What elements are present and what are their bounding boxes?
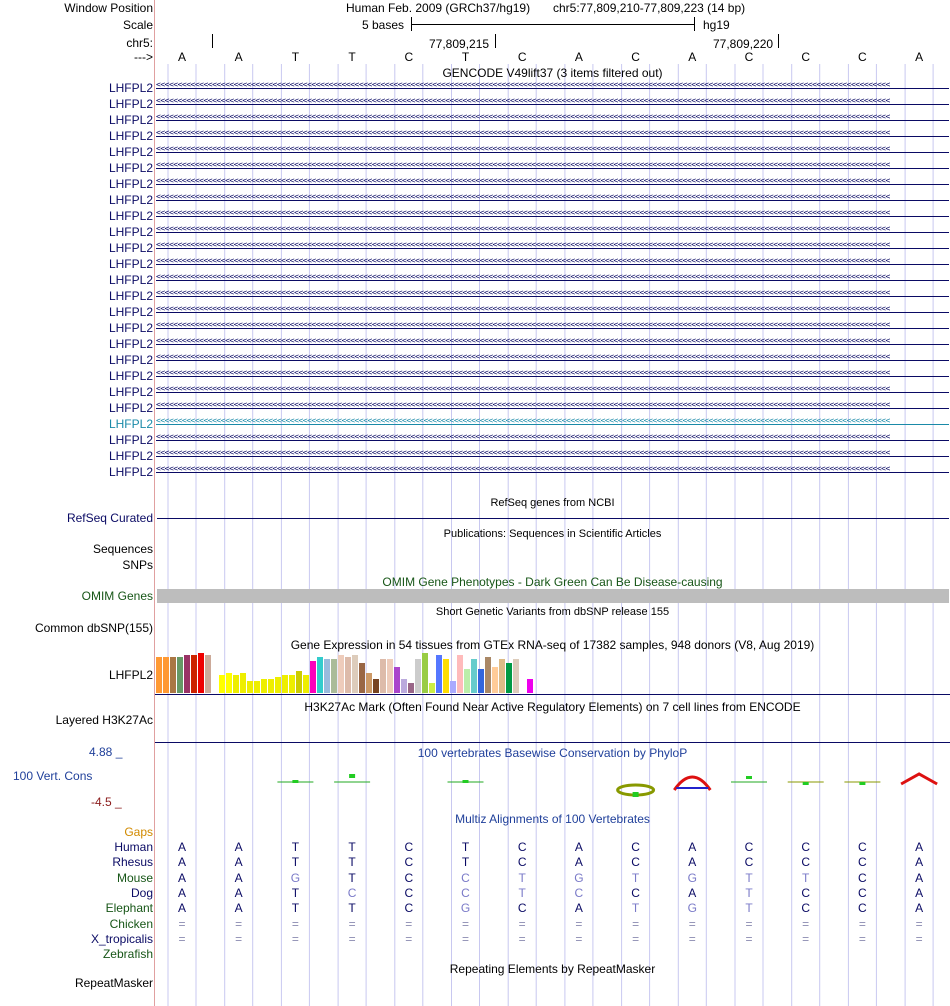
aligned-base: = [178, 931, 186, 946]
strand-arrow-label: ---> [134, 50, 153, 64]
sequence-base: C [858, 50, 867, 64]
gtex-tissue-bar[interactable] [310, 661, 316, 693]
gtex-tissue-bar[interactable] [387, 659, 393, 693]
sequence-base: A [234, 50, 243, 64]
gtex-tissue-bar[interactable] [331, 659, 337, 693]
aligned-base: G [687, 870, 697, 885]
aligned-base: = [575, 931, 583, 946]
aligned-base: A [574, 855, 583, 870]
sequence-base: A [915, 50, 924, 64]
gencode-gene-feature[interactable]: <<<<<<<<<<<<<<<<<<<<<<<<<<<<<<<<<<<<<<<<<<<<<<<<<<<<<<<<<<<<<<<<<<<<<<<<<<<<<<<<<<<<<<<<<<<<<<<<<<<<<<<<<<<<<<<<<<<<<<<<<<<<<<<<<<<<<<<<<<<<<<<<<<<<<<<<<<<<<<<<<<<<<<<<<< [156, 226, 949, 238]
cons-max-label: 4.88 _ [89, 745, 123, 759]
aligned-base: A [177, 855, 186, 870]
sequence-base: C [517, 50, 527, 64]
aligned-base: = [518, 931, 526, 946]
phylop-bar [292, 780, 298, 783]
aligned-base: = [858, 916, 866, 931]
aligned-base: G [460, 901, 471, 916]
aligned-base: T [348, 855, 356, 870]
gtex-tissue-bar[interactable] [254, 681, 260, 693]
phylop-signal[interactable] [156, 760, 950, 800]
aligned-base: T [461, 855, 470, 870]
rmsk-track-title[interactable]: Repeating Elements by RepeatMasker [449, 962, 656, 976]
sequences-label[interactable]: Sequences [92, 542, 153, 556]
sequence-base: C [631, 50, 640, 64]
gtex-tissue-bar[interactable] [233, 675, 239, 693]
phylop-bar [746, 776, 752, 779]
multiz-track-title[interactable]: Multiz Alignments of 100 Vertebrates [455, 812, 650, 826]
gtex-tissue-bar[interactable] [380, 659, 386, 693]
gencode-gene-feature[interactable]: <<<<<<<<<<<<<<<<<<<<<<<<<<<<<<<<<<<<<<<<<<<<<<<<<<<<<<<<<<<<<<<<<<<<<<<<<<<<<<<<<<<<<<<<<<<<<<<<<<<<<<<<<<<<<<<<<<<<<<<<<<<<<<<<<<<<<<<<<<<<<<<<<<<<<<<<<<<<<<<<<<<<<<<<<< [156, 450, 949, 462]
gtex-tissue-bar[interactable] [177, 657, 183, 693]
aligned-base: C [858, 901, 867, 916]
refseq-track-title[interactable]: RefSeq genes from NCBI [490, 497, 615, 509]
aligned-base: T [631, 870, 640, 885]
aligned-base: A [688, 855, 697, 870]
gtex-tissue-bar[interactable] [464, 669, 470, 693]
gencode-gene-label[interactable]: LHFPL2 [108, 145, 153, 159]
scale-bar-right-tick [694, 17, 695, 31]
scale-text: 5 bases [362, 18, 405, 32]
gencode-gene-label[interactable]: LHFPL2 [108, 161, 153, 175]
gencode-gene-feature[interactable]: <<<<<<<<<<<<<<<<<<<<<<<<<<<<<<<<<<<<<<<<<<<<<<<<<<<<<<<<<<<<<<<<<<<<<<<<<<<<<<<<<<<<<<<<<<<<<<<<<<<<<<<<<<<<<<<<<<<<<<<<<<<<<<<<<<<<<<<<<<<<<<<<<<<<<<<<<<<<<<<<<<<<<<<<<< [156, 354, 949, 366]
aligned-base: A [177, 870, 186, 885]
species-label[interactable]: Human [114, 840, 153, 854]
phylop-track-title[interactable]: 100 vertebrates Basewise Conservation by PhyloP [417, 746, 688, 760]
omim-gene-bar[interactable] [157, 589, 949, 603]
gencode-gene-feature[interactable]: <<<<<<<<<<<<<<<<<<<<<<<<<<<<<<<<<<<<<<<<<<<<<<<<<<<<<<<<<<<<<<<<<<<<<<<<<<<<<<<<<<<<<<<<<<<<<<<<<<<<<<<<<<<<<<<<<<<<<<<<<<<<<<<<<<<<<<<<<<<<<<<<<<<<<<<<<<<<<<<<<<<<<<<<<< [156, 82, 949, 94]
gtex-tissue-bar[interactable] [450, 681, 456, 693]
gtex-tissue-bar[interactable] [163, 657, 169, 693]
aligned-base: T [291, 901, 300, 916]
gtex-tissue-bar[interactable] [506, 663, 512, 693]
aligned-base: C [461, 885, 470, 900]
gtex-tissue-bar[interactable] [338, 655, 344, 693]
h3k27ac-label[interactable]: Layered H3K27Ac [55, 713, 153, 727]
gencode-gene-feature[interactable]: <<<<<<<<<<<<<<<<<<<<<<<<<<<<<<<<<<<<<<<<<<<<<<<<<<<<<<<<<<<<<<<<<<<<<<<<<<<<<<<<<<<<<<<<<<<<<<<<<<<<<<<<<<<<<<<<<<<<<<<<<<<<<<<<<<<<<<<<<<<<<<<<<<<<<<<<<<<<<<<<<<<<<<<<<< [156, 466, 949, 478]
aligned-base: C [517, 840, 527, 854]
aligned-base: A [234, 855, 243, 870]
gtex-tissue-bar[interactable] [359, 663, 365, 693]
sequence-base: T [291, 50, 300, 64]
aligned-base: = [348, 931, 356, 946]
gencode-gene-label[interactable]: LHFPL2 [108, 113, 153, 127]
aligned-base: C [631, 885, 640, 900]
ruler-coord-1: 77,809,215 [429, 37, 490, 51]
aligned-base: T [518, 870, 526, 885]
gencode-gene-label[interactable]: LHFPL2 [108, 225, 153, 239]
aligned-base: A [177, 901, 186, 916]
scale-bar-left-tick [411, 17, 412, 31]
gencode-gene-feature[interactable]: <<<<<<<<<<<<<<<<<<<<<<<<<<<<<<<<<<<<<<<<<<<<<<<<<<<<<<<<<<<<<<<<<<<<<<<<<<<<<<<<<<<<<<<<<<<<<<<<<<<<<<<<<<<<<<<<<<<<<<<<<<<<<<<<<<<<<<<<<<<<<<<<<<<<<<<<<<<<<<<<<<<<<<<<<< [156, 386, 949, 398]
gencode-gene-label[interactable]: LHFPL2 [108, 81, 153, 95]
aligned-base: C [858, 870, 867, 885]
aligned-base: C [631, 840, 640, 854]
aligned-base: A [915, 901, 924, 916]
aligned-base: A [574, 840, 583, 854]
aligned-base: C [404, 885, 414, 900]
aligned-base: A [234, 870, 243, 885]
gencode-gene-feature[interactable]: <<<<<<<<<<<<<<<<<<<<<<<<<<<<<<<<<<<<<<<<<<<<<<<<<<<<<<<<<<<<<<<<<<<<<<<<<<<<<<<<<<<<<<<<<<<<<<<<<<<<<<<<<<<<<<<<<<<<<<<<<<<<<<<<<<<<<<<<<<<<<<<<<<<<<<<<<<<<<<<<<<<<<<<<<< [156, 146, 949, 158]
aligned-base: C [801, 885, 811, 900]
gtex-tissue-bar[interactable] [240, 673, 246, 693]
gencode-gene-feature[interactable]: <<<<<<<<<<<<<<<<<<<<<<<<<<<<<<<<<<<<<<<<<<<<<<<<<<<<<<<<<<<<<<<<<<<<<<<<<<<<<<<<<<<<<<<<<<<<<<<<<<<<<<<<<<<<<<<<<<<<<<<<<<<<<<<<<<<<<<<<<<<<<<<<<<<<<<<<<<<<<<<<<<<<<<<<<< [156, 274, 949, 286]
aligned-base: C [404, 901, 414, 916]
sequence-base: A [574, 50, 583, 64]
gencode-gene-label[interactable]: LHFPL2 [108, 193, 153, 207]
gtex-tissue-bar[interactable] [303, 675, 309, 693]
assembly-name: Human Feb. 2009 (GRCh37/hg19) [346, 1, 531, 15]
aligned-base: = [632, 916, 640, 931]
aligned-base: = [461, 931, 469, 946]
aligned-base: = [915, 916, 923, 931]
aligned-base: A [915, 840, 924, 854]
gencode-gene-feature[interactable]: <<<<<<<<<<<<<<<<<<<<<<<<<<<<<<<<<<<<<<<<<<<<<<<<<<<<<<<<<<<<<<<<<<<<<<<<<<<<<<<<<<<<<<<<<<<<<<<<<<<<<<<<<<<<<<<<<<<<<<<<<<<<<<<<<<<<<<<<<<<<<<<<<<<<<<<<<<<<<<<<<<<<<<<<<< [156, 290, 949, 302]
gtex-tissue-bar[interactable] [212, 692, 218, 693]
aligned-base: = [688, 931, 696, 946]
species-label[interactable]: Zebrafish [102, 947, 153, 962]
species-label[interactable]: Dog [130, 885, 153, 900]
gencode-gene-label[interactable]: LHFPL2 [108, 449, 153, 463]
gtex-tissue-bar[interactable] [401, 679, 407, 693]
gencode-gene-label[interactable]: LHFPL2 [108, 305, 153, 319]
gencode-gene-feature[interactable]: <<<<<<<<<<<<<<<<<<<<<<<<<<<<<<<<<<<<<<<<<<<<<<<<<<<<<<<<<<<<<<<<<<<<<<<<<<<<<<<<<<<<<<<<<<<<<<<<<<<<<<<<<<<<<<<<<<<<<<<<<<<<<<<<<<<<<<<<<<<<<<<<<<<<<<<<<<<<<<<<<<<<<<<<<< [156, 162, 949, 174]
aligned-base: = [802, 916, 810, 931]
gtex-tissue-bar[interactable] [282, 675, 288, 693]
aligned-base: A [234, 885, 243, 900]
aligned-base: G [290, 870, 301, 885]
ruler-tick-2 [778, 34, 779, 48]
species-label[interactable]: Elephant [105, 901, 153, 916]
phylop-bar [859, 782, 865, 785]
gencode-gene-label[interactable]: LHFPL2 [108, 241, 153, 255]
sequence-base: C [404, 50, 414, 64]
aligned-base: = [518, 916, 526, 931]
gencode-gene-label[interactable]: LHFPL2 [108, 369, 153, 383]
cons-label[interactable]: 100 Vert. Cons [13, 769, 93, 783]
sequence-base: A [688, 50, 697, 64]
gencode-gene-label[interactable]: LHFPL2 [108, 273, 153, 287]
dbsnp-track-title[interactable]: Short Genetic Variants from dbSNP release 155 [435, 606, 670, 618]
gtex-tissue-bar[interactable] [296, 671, 302, 693]
aligned-base: C [461, 870, 470, 885]
aligned-base: T [802, 870, 810, 885]
gencode-gene-label[interactable]: LHFPL2 [108, 417, 153, 431]
gtex-tissue-bar[interactable] [261, 679, 267, 693]
gencode-gene-feature[interactable]: <<<<<<<<<<<<<<<<<<<<<<<<<<<<<<<<<<<<<<<<<<<<<<<<<<<<<<<<<<<<<<<<<<<<<<<<<<<<<<<<<<<<<<<<<<<<<<<<<<<<<<<<<<<<<<<<<<<<<<<<<<<<<<<<<<<<<<<<<<<<<<<<<<<<<<<<<<<<<<<<<<<<<<<<<< [156, 370, 949, 382]
gtex-tissue-bar[interactable] [226, 673, 232, 693]
gtex-expression-bars[interactable] [156, 653, 536, 693]
db-name: hg19 [703, 18, 730, 32]
gtex-tissue-bar[interactable] [317, 657, 323, 693]
gtex-tissue-bar[interactable] [471, 659, 477, 693]
gtex-tissue-bar[interactable] [520, 692, 526, 693]
aligned-base: = [858, 931, 866, 946]
aligned-base: = [235, 916, 243, 931]
gtex-tissue-bar[interactable] [324, 659, 330, 693]
aligned-base: T [745, 901, 753, 916]
aligned-base: = [745, 916, 753, 931]
gencode-gene-feature[interactable]: <<<<<<<<<<<<<<<<<<<<<<<<<<<<<<<<<<<<<<<<<<<<<<<<<<<<<<<<<<<<<<<<<<<<<<<<<<<<<<<<<<<<<<<<<<<<<<<<<<<<<<<<<<<<<<<<<<<<<<<<<<<<<<<<<<<<<<<<<<<<<<<<<<<<<<<<<<<<<<<<<<<<<<<<<< [156, 114, 949, 126]
aligned-base: A [915, 885, 924, 900]
gencode-gene-label[interactable]: LHFPL2 [108, 337, 153, 351]
aligned-base: = [348, 916, 356, 931]
aligned-base: T [348, 901, 356, 916]
aligned-base: = [688, 916, 696, 931]
species-label[interactable]: Mouse [116, 870, 153, 885]
aligned-base: = [291, 916, 299, 931]
gencode-gene-label[interactable]: LHFPL2 [108, 321, 153, 335]
gtex-tissue-bar[interactable] [170, 657, 176, 693]
gtex-tissue-bar[interactable] [429, 683, 435, 693]
gencode-gene-feature[interactable]: <<<<<<<<<<<<<<<<<<<<<<<<<<<<<<<<<<<<<<<<<<<<<<<<<<<<<<<<<<<<<<<<<<<<<<<<<<<<<<<<<<<<<<<<<<<<<<<<<<<<<<<<<<<<<<<<<<<<<<<<<<<<<<<<<<<<<<<<<<<<<<<<<<<<<<<<<<<<<<<<<<<<<<<<<< [156, 242, 949, 254]
gtex-tissue-bar[interactable] [527, 679, 533, 693]
aligned-base: A [915, 855, 924, 870]
aligned-base: C [744, 855, 754, 870]
omim-track-title[interactable]: OMIM Gene Phenotypes - Dark Green Can Be Disease-causing [382, 575, 723, 589]
sequence-base: C [744, 50, 754, 64]
gencode-gene-feature[interactable]: <<<<<<<<<<<<<<<<<<<<<<<<<<<<<<<<<<<<<<<<<<<<<<<<<<<<<<<<<<<<<<<<<<<<<<<<<<<<<<<<<<<<<<<<<<<<<<<<<<<<<<<<<<<<<<<<<<<<<<<<<<<<<<<<<<<<<<<<<<<<<<<<<<<<<<<<<<<<<<<<<<<<<<<<<< [156, 178, 949, 190]
aligned-base: = [178, 916, 186, 931]
aligned-base: C [404, 840, 414, 854]
aligned-base: C [631, 855, 640, 870]
aligned-base: T [291, 855, 300, 870]
aligned-base: = [235, 931, 243, 946]
aligned-base: A [177, 840, 186, 854]
species-label[interactable]: Chicken [109, 916, 153, 931]
gtex-tissue-bar[interactable] [415, 659, 421, 693]
phylop-glyph [901, 774, 937, 784]
cons-min-label: -4.5 _ [91, 795, 122, 809]
gencode-gene-feature[interactable]: <<<<<<<<<<<<<<<<<<<<<<<<<<<<<<<<<<<<<<<<<<<<<<<<<<<<<<<<<<<<<<<<<<<<<<<<<<<<<<<<<<<<<<<<<<<<<<<<<<<<<<<<<<<<<<<<<<<<<<<<<<<<<<<<<<<<<<<<<<<<<<<<<<<<<<<<<<<<<<<<<<<<<<<<<< [156, 258, 949, 270]
sequence-base: T [348, 50, 356, 64]
aligned-base: A [234, 840, 243, 854]
chr-label: chr5: [126, 36, 153, 50]
aligned-base: C [347, 885, 357, 900]
gtex-tissue-bar[interactable] [275, 677, 281, 693]
aligned-base: C [517, 855, 527, 870]
gencode-gene-feature[interactable]: <<<<<<<<<<<<<<<<<<<<<<<<<<<<<<<<<<<<<<<<<<<<<<<<<<<<<<<<<<<<<<<<<<<<<<<<<<<<<<<<<<<<<<<<<<<<<<<<<<<<<<<<<<<<<<<<<<<<<<<<<<<<<<<<<<<<<<<<<<<<<<<<<<<<<<<<<<<<<<<<<<<<<<<<<< [156, 98, 949, 110]
gencode-gene-feature[interactable]: <<<<<<<<<<<<<<<<<<<<<<<<<<<<<<<<<<<<<<<<<<<<<<<<<<<<<<<<<<<<<<<<<<<<<<<<<<<<<<<<<<<<<<<<<<<<<<<<<<<<<<<<<<<<<<<<<<<<<<<<<<<<<<<<<<<<<<<<<<<<<<<<<<<<<<<<<<<<<<<<<<<<<<<<<< [156, 402, 949, 414]
gtex-tissue-bar[interactable] [247, 681, 253, 693]
gencode-track-title[interactable]: GENCODE V49lift37 (3 items filtered out) [442, 66, 663, 80]
aligned-base: = [291, 931, 299, 946]
gtex-tissue-bar[interactable] [366, 673, 372, 693]
gtex-tissue-bar[interactable] [289, 675, 295, 693]
aligned-base: = [461, 916, 469, 931]
window-position-value: chr5:77,809,210-77,809,223 (14 bp) [553, 1, 746, 15]
aligned-base: A [177, 885, 186, 900]
aligned-base: = [575, 916, 583, 931]
gencode-gene-label[interactable]: LHFPL2 [108, 385, 153, 399]
aligned-base: A [688, 840, 697, 854]
sequence-base: C [801, 50, 811, 64]
refseq-label[interactable]: RefSeq Curated [66, 511, 153, 525]
aligned-base: = [405, 931, 413, 946]
gtex-tissue-bar[interactable] [457, 655, 463, 693]
dbsnp-label[interactable]: Common dbSNP(155) [34, 621, 153, 635]
gtex-tissue-bar[interactable] [268, 679, 274, 693]
aligned-base: A [688, 885, 697, 900]
aligned-base: C [574, 885, 584, 900]
gtex-gene-label[interactable]: LHFPL2 [108, 668, 153, 682]
aligned-base: T [348, 870, 356, 885]
gtex-tissue-bar[interactable] [436, 655, 442, 693]
gtex-tissue-bar[interactable] [373, 679, 379, 693]
rmsk-label[interactable]: RepeatMasker [74, 976, 153, 990]
species-label[interactable]: X_tropicalis [90, 931, 153, 946]
aligned-base: C [801, 855, 811, 870]
gtex-tissue-bar[interactable] [219, 675, 225, 693]
aligned-base: C [404, 870, 414, 885]
aligned-base: C [858, 855, 867, 870]
aligned-base: T [291, 840, 300, 854]
omim-label[interactable]: OMIM Genes [81, 589, 153, 603]
sequence-base: T [461, 50, 470, 64]
aligned-base: A [234, 901, 243, 916]
gencode-gene-feature[interactable]: <<<<<<<<<<<<<<<<<<<<<<<<<<<<<<<<<<<<<<<<<<<<<<<<<<<<<<<<<<<<<<<<<<<<<<<<<<<<<<<<<<<<<<<<<<<<<<<<<<<<<<<<<<<<<<<<<<<<<<<<<<<<<<<<<<<<<<<<<<<<<<<<<<<<<<<<<<<<<<<<<<<<<<<<<< [156, 210, 949, 222]
gencode-gene-label[interactable]: LHFPL2 [108, 209, 153, 223]
scale-bar [411, 24, 695, 25]
aligned-base: T [291, 885, 300, 900]
phylop-glyph [633, 792, 639, 797]
aligned-base: = [802, 931, 810, 946]
aligned-base: = [745, 931, 753, 946]
aligned-base: C [744, 840, 754, 854]
gencode-gene-label[interactable]: LHFPL2 [108, 97, 153, 111]
aligned-base: = [915, 931, 923, 946]
gaps-label[interactable]: Gaps [124, 825, 153, 839]
aligned-base: T [631, 901, 640, 916]
aligned-base: G [687, 901, 697, 916]
gtex-tissue-bar[interactable] [345, 657, 351, 693]
gtex-tissue-bar[interactable] [443, 659, 449, 693]
ruler-coord-2: 77,809,220 [713, 37, 774, 51]
gencode-gene-feature[interactable]: <<<<<<<<<<<<<<<<<<<<<<<<<<<<<<<<<<<<<<<<<<<<<<<<<<<<<<<<<<<<<<<<<<<<<<<<<<<<<<<<<<<<<<<<<<<<<<<<<<<<<<<<<<<<<<<<<<<<<<<<<<<<<<<<<<<<<<<<<<<<<<<<<<<<<<<<<<<<<<<<<<<<<<<<<< [156, 194, 949, 206]
aligned-base: C [404, 855, 414, 870]
gtex-tissue-bar[interactable] [156, 657, 162, 693]
h3k27ac-track-title[interactable]: H3K27Ac Mark (Often Found Near Active Regulatory Elements) on 7 cell lines from ENCODE [304, 700, 801, 714]
aligned-base: C [517, 901, 527, 916]
gencode-gene-feature[interactable]: <<<<<<<<<<<<<<<<<<<<<<<<<<<<<<<<<<<<<<<<<<<<<<<<<<<<<<<<<<<<<<<<<<<<<<<<<<<<<<<<<<<<<<<<<<<<<<<<<<<<<<<<<<<<<<<<<<<<<<<<<<<<<<<<<<<<<<<<<<<<<<<<<<<<<<<<<<<<<<<<<<<<<<<<<< [156, 322, 949, 334]
gtex-tissue-bar[interactable] [485, 657, 491, 693]
gencode-gene-feature[interactable]: <<<<<<<<<<<<<<<<<<<<<<<<<<<<<<<<<<<<<<<<<<<<<<<<<<<<<<<<<<<<<<<<<<<<<<<<<<<<<<<<<<<<<<<<<<<<<<<<<<<<<<<<<<<<<<<<<<<<<<<<<<<<<<<<<<<<<<<<<<<<<<<<<<<<<<<<<<<<<<<<<<<<<<<<<< [156, 418, 949, 430]
aligned-base: A [915, 870, 924, 885]
gtex-tissue-bar[interactable] [394, 667, 400, 693]
gtex-tissue-bar[interactable] [422, 653, 428, 693]
phylop-bar [349, 774, 355, 778]
gencode-gene-feature[interactable]: <<<<<<<<<<<<<<<<<<<<<<<<<<<<<<<<<<<<<<<<<<<<<<<<<<<<<<<<<<<<<<<<<<<<<<<<<<<<<<<<<<<<<<<<<<<<<<<<<<<<<<<<<<<<<<<<<<<<<<<<<<<<<<<<<<<<<<<<<<<<<<<<<<<<<<<<<<<<<<<<<<<<<<<<<< [156, 434, 949, 446]
gtex-tissue-bar[interactable] [198, 653, 204, 693]
gtex-tissue-bar[interactable] [205, 655, 211, 693]
aligned-base: T [348, 840, 356, 854]
scale-label: Scale [122, 18, 153, 32]
gencode-gene-label[interactable]: LHFPL2 [108, 257, 153, 271]
gencode-gene-feature[interactable]: <<<<<<<<<<<<<<<<<<<<<<<<<<<<<<<<<<<<<<<<<<<<<<<<<<<<<<<<<<<<<<<<<<<<<<<<<<<<<<<<<<<<<<<<<<<<<<<<<<<<<<<<<<<<<<<<<<<<<<<<<<<<<<<<<<<<<<<<<<<<<<<<<<<<<<<<<<<<<<<<<<<<<<<<<< [156, 130, 949, 142]
gtex-track-baseline [155, 694, 950, 695]
gtex-tissue-bar[interactable] [408, 683, 414, 693]
gtex-tissue-bar[interactable] [184, 655, 190, 693]
gtex-tissue-bar[interactable] [191, 655, 197, 693]
gencode-gene-label[interactable]: LHFPL2 [108, 433, 153, 447]
phylop-bar [803, 782, 809, 785]
aligned-base: T [518, 885, 526, 900]
species-label[interactable]: Rhesus [112, 855, 153, 870]
aligned-base: C [801, 840, 811, 854]
aligned-base: = [405, 916, 413, 931]
ruler-tick-1 [495, 34, 496, 48]
pubs-track-title[interactable]: Publications: Sequences in Scientific Articles [443, 528, 662, 540]
gencode-gene-label[interactable]: LHFPL2 [108, 353, 153, 367]
aligned-base: T [745, 870, 753, 885]
gtex-tissue-bar[interactable] [499, 659, 505, 693]
aligned-base: G [574, 870, 584, 885]
h3k27ac-line [155, 742, 950, 743]
gtex-tissue-bar[interactable] [513, 659, 519, 693]
gencode-gene-label[interactable]: LHFPL2 [108, 289, 153, 303]
gencode-gene-label[interactable]: LHFPL2 [108, 465, 153, 479]
snps-label[interactable]: SNPs [122, 558, 153, 572]
aligned-base: C [858, 885, 867, 900]
gtex-tissue-bar[interactable] [478, 669, 484, 693]
aligned-base: T [461, 840, 470, 854]
gtex-track-title[interactable]: Gene Expression in 54 tissues from GTEx RNA-seq of 17382 samples, 948 donors (V8, Aug 2019) [290, 638, 815, 652]
aligned-base: T [745, 885, 753, 900]
phylop-bar [463, 780, 469, 783]
gencode-gene-feature[interactable]: <<<<<<<<<<<<<<<<<<<<<<<<<<<<<<<<<<<<<<<<<<<<<<<<<<<<<<<<<<<<<<<<<<<<<<<<<<<<<<<<<<<<<<<<<<<<<<<<<<<<<<<<<<<<<<<<<<<<<<<<<<<<<<<<<<<<<<<<<<<<<<<<<<<<<<<<<<<<<<<<<<<<<<<<<< [156, 306, 949, 318]
gencode-gene-label[interactable]: LHFPL2 [108, 129, 153, 143]
gtex-tissue-bar[interactable] [352, 655, 358, 693]
window-position-label: Window Position [64, 1, 153, 15]
gencode-gene-label[interactable]: LHFPL2 [108, 401, 153, 415]
sequence-base: A [177, 50, 186, 64]
ruler-tick-start [212, 34, 213, 48]
aligned-base: C [858, 840, 867, 854]
aligned-base: = [632, 931, 640, 946]
gtex-tissue-bar[interactable] [492, 667, 498, 693]
aligned-base: C [801, 901, 811, 916]
aligned-base: A [574, 901, 583, 916]
refseq-line[interactable] [157, 518, 949, 519]
gencode-gene-feature[interactable]: <<<<<<<<<<<<<<<<<<<<<<<<<<<<<<<<<<<<<<<<<<<<<<<<<<<<<<<<<<<<<<<<<<<<<<<<<<<<<<<<<<<<<<<<<<<<<<<<<<<<<<<<<<<<<<<<<<<<<<<<<<<<<<<<<<<<<<<<<<<<<<<<<<<<<<<<<<<<<<<<<<<<<<<<<< [156, 338, 949, 350]
gencode-gene-label[interactable]: LHFPL2 [108, 177, 153, 191]
